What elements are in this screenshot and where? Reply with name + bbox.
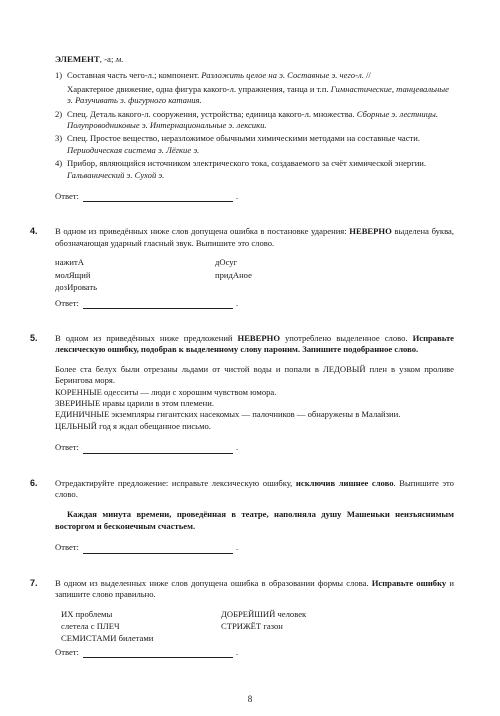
task-number: 6. — [30, 477, 38, 488]
task-5-sentences — [55, 364, 454, 432]
sense-example: Разложить целое на э. Составные э. чего-л. — [201, 70, 364, 81]
answer-field[interactable] — [83, 649, 233, 658]
sense-number: 2) — [55, 108, 63, 119]
task-7-intro: В одном из выделенных ниже слов допущена ошибка в образовании формы слова. — [55, 577, 372, 588]
answer-line-4 — [55, 298, 454, 309]
sentence: ЕДИНИЧНЫЕ экземпляры гигантских насекомых — палочников — обнаружены в Малайзии. — [55, 409, 401, 420]
task-4-bold: НЕВЕРНО — [349, 226, 392, 237]
word-option: нажитА — [55, 257, 84, 268]
task-4-prompt — [55, 226, 454, 249]
task-5-rest: употреблено выделенное слово. — [280, 332, 408, 343]
task-7-rest: и запишите слово правильно. — [55, 577, 454, 600]
word-option: слетела с ПЛЕЧ — [61, 621, 120, 631]
entry-sense — [55, 70, 454, 81]
sense-definition: Характерное движение, одна фигура какого-л. упражнения, танца и т.п. — [67, 83, 329, 94]
sense-definition: Составная часть чего-л.; компонент. — [67, 70, 200, 81]
task-4 — [30, 226, 454, 308]
answer-dot: . — [235, 297, 239, 308]
word-option: СТРИЖЁТ газон — [221, 621, 283, 631]
sense-number — [55, 84, 67, 107]
answer-label: Ответ: — [55, 191, 79, 202]
entry-word: ЭЛЕМЕНТ — [55, 54, 100, 64]
answer-dot: . — [235, 191, 239, 202]
sense-definition: Спец. Деталь какого-л. сооружения, устройства; единица какого-л. множества. — [67, 108, 355, 119]
sense-number: 4) — [55, 158, 63, 169]
entry-sense — [55, 109, 454, 132]
task-4-intro: В одном из приведённых ниже слов допущена ошибка в постановке ударения: — [55, 226, 347, 237]
sense-number: 1) — [55, 70, 63, 81]
sentence: КОРЕННЫЕ одесситы — люди с хорошим чувством юмора. — [55, 386, 277, 397]
entry-suffix: , -а; — [99, 54, 114, 64]
task-6-rest: . Выпишите это слово. — [55, 477, 454, 499]
answer-label: Ответ: — [55, 297, 79, 308]
answer-dot: . — [235, 442, 239, 453]
task-4-words — [55, 257, 454, 293]
answer-label: Ответ: — [55, 442, 79, 453]
task-number: 4. — [30, 226, 38, 237]
sense-definition: Спец. Простое вещество, неразложимое обычными химическими методами на составные части. — [67, 133, 421, 144]
answer-line-7 — [55, 647, 454, 658]
word-option: дОсуг — [215, 257, 238, 268]
sense-number: 3) — [55, 133, 63, 144]
entry-senses — [55, 70, 454, 181]
sense-example: Гимнастические, танцевальные э. Разучивать э. фигурного катания. — [67, 83, 449, 106]
sense-text — [67, 133, 454, 156]
dictionary-entry-heading — [55, 54, 454, 65]
answer-line-6 — [55, 542, 454, 553]
answer-label: Ответ: — [55, 542, 79, 553]
task-6-bold: исключив лишнее слово — [295, 477, 394, 488]
task-5 — [30, 333, 454, 454]
page-number: 8 — [247, 694, 253, 704]
task-5-prompt — [55, 333, 454, 356]
answer-field[interactable] — [83, 193, 233, 202]
sentence: Более ста белух были отрезаны льдами от чистой воды и попали в ЛЕДОВЫЙ плен в узком проливе Беринговa моря. — [55, 363, 454, 386]
sense-text — [67, 84, 454, 107]
entry-sense — [55, 158, 454, 181]
entry-sense — [55, 133, 454, 156]
task-7-bold: Исправьте ошибку — [371, 577, 447, 588]
task-4-rest: выделена буква, обозначающая ударный гласный звук. Выпишите это слово. — [55, 226, 454, 248]
word-option: придАное — [215, 269, 252, 280]
task-6-sentence: Каждая минута времени, проведённая в театре, наполняла душу Машеньки неизъяснимым восторгом и бесконечным счастьем. — [55, 509, 454, 532]
sense-definition: Прибор, являющийся источником электрического тока, создаваемого за счёт химической энергии. — [67, 158, 427, 169]
task-6-prompt — [55, 478, 454, 501]
answer-line-5 — [55, 442, 454, 453]
sense-text — [67, 70, 454, 81]
word-option: молЯщий — [55, 269, 91, 280]
answer-field[interactable] — [83, 545, 233, 554]
task-5-instruction: Исправьте лексическую ошибку, подобрав к выделенному слову пароним. Запишите подобранное слово. — [55, 332, 454, 355]
word-option: СЕМИСТАМИ билетами — [61, 633, 154, 644]
sense-example: Периодическая система э. Лёгкие э. — [67, 144, 200, 155]
answer-dot: . — [235, 646, 239, 657]
sentence: ЗВЕРИНЫЕ нравы царили в этом племени. — [55, 397, 214, 408]
task-6-intro: Отредактируйте предложение: исправьте лексическую ошибку, — [55, 477, 296, 488]
answer-field[interactable] — [83, 300, 233, 309]
task-7-words — [61, 609, 454, 645]
task-5-bold: НЕВЕРНО — [237, 332, 281, 343]
answer-field[interactable] — [83, 445, 233, 454]
sense-tail: // — [363, 70, 371, 81]
task-5-intro: В одном из приведённых ниже предложений — [55, 332, 238, 343]
sentence: ЦЕЛЬНЫЙ год я ждал обещанное письмо. — [55, 420, 211, 431]
sense-text — [67, 158, 454, 181]
sense-example: Сборные э. лестницы. Полупроводниковые э. Интернациональные э. лексики. — [67, 108, 438, 131]
word-option: ДОБРЕЙШИЙ человек — [221, 608, 307, 619]
sense-text — [67, 109, 454, 132]
task-6 — [30, 478, 454, 554]
answer-line-3 — [55, 191, 454, 202]
word-option: ИХ проблемы — [61, 608, 113, 619]
entry-gender: м. — [115, 54, 124, 64]
entry-sense — [55, 84, 454, 107]
sense-example: Гальванический э. Сухой э. — [67, 169, 165, 180]
word-option: дозИровать — [55, 282, 98, 293]
answer-label: Ответ: — [55, 646, 79, 657]
answer-dot: . — [235, 542, 239, 553]
task-number: 5. — [30, 332, 38, 343]
task-7 — [30, 578, 454, 658]
task-7-prompt — [55, 578, 454, 601]
task-number: 7. — [30, 577, 38, 588]
